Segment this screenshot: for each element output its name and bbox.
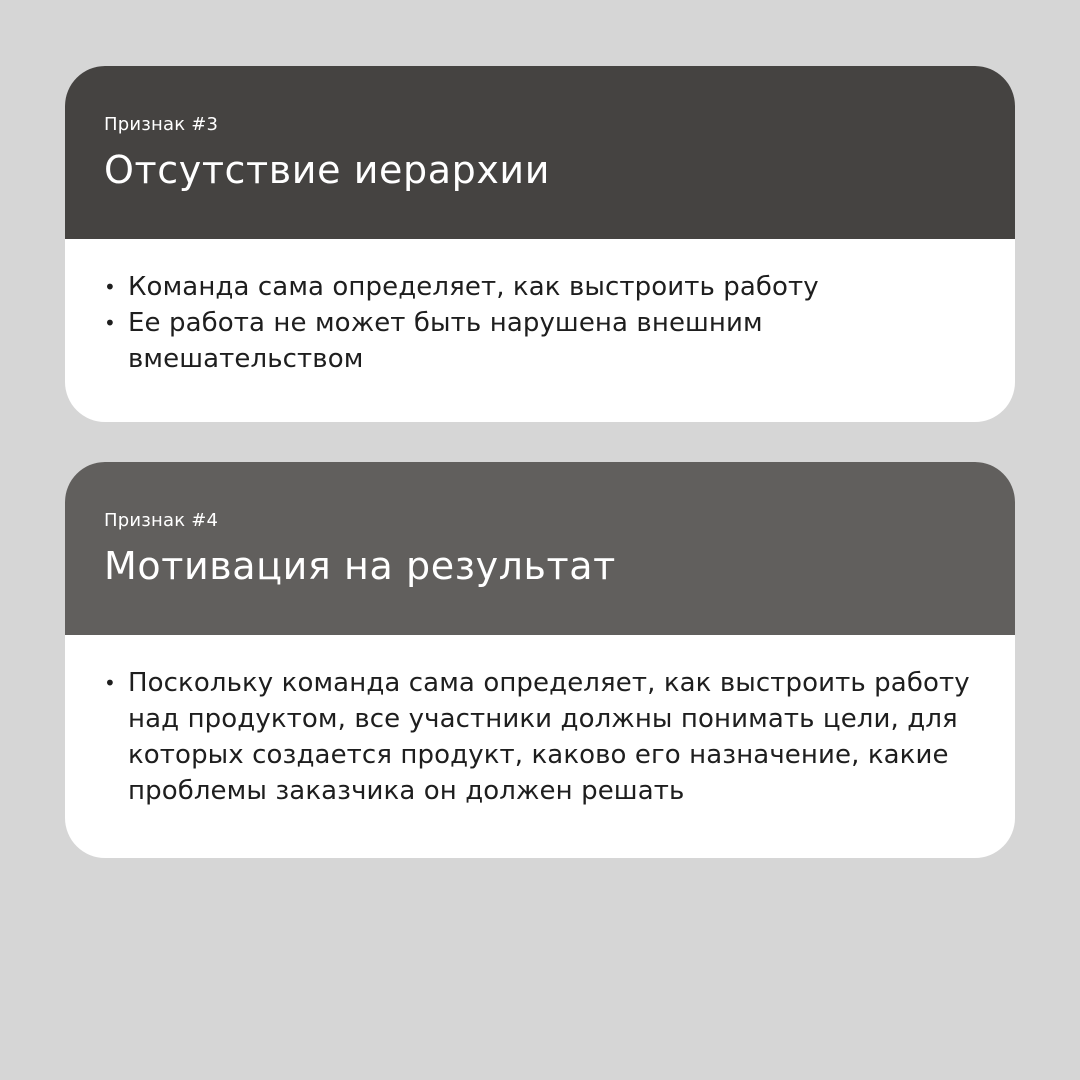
sign-card-header bbox=[65, 66, 1015, 239]
bullet-item: • Команда сама определяет, как выстроить работу bbox=[104, 269, 848, 305]
sign-label: Признак #3 bbox=[104, 114, 219, 135]
sign-title: Отсутствие иерархии bbox=[104, 148, 551, 192]
sign-title: Мотивация на результат bbox=[104, 544, 616, 588]
sign-card-body bbox=[65, 239, 1015, 377]
sign-label: Признак #4 bbox=[104, 510, 219, 531]
sign-card-body bbox=[65, 635, 1015, 809]
bullet-item: • Ее работа не может быть нарушена внешним вмешательством bbox=[104, 305, 848, 377]
sign-card-4 bbox=[65, 462, 1015, 858]
sign-card-header bbox=[65, 462, 1015, 635]
bullet-item: • Поскольку команда сама определяет, как выстроить работу над продуктом, все участники должны понимать цели, для которых создается продукт, каково его назначение, какие проблемы заказчика он должен решать bbox=[104, 665, 978, 809]
bullet-list bbox=[104, 665, 975, 809]
sign-card-3 bbox=[65, 66, 1015, 422]
bullet-list bbox=[104, 269, 975, 377]
